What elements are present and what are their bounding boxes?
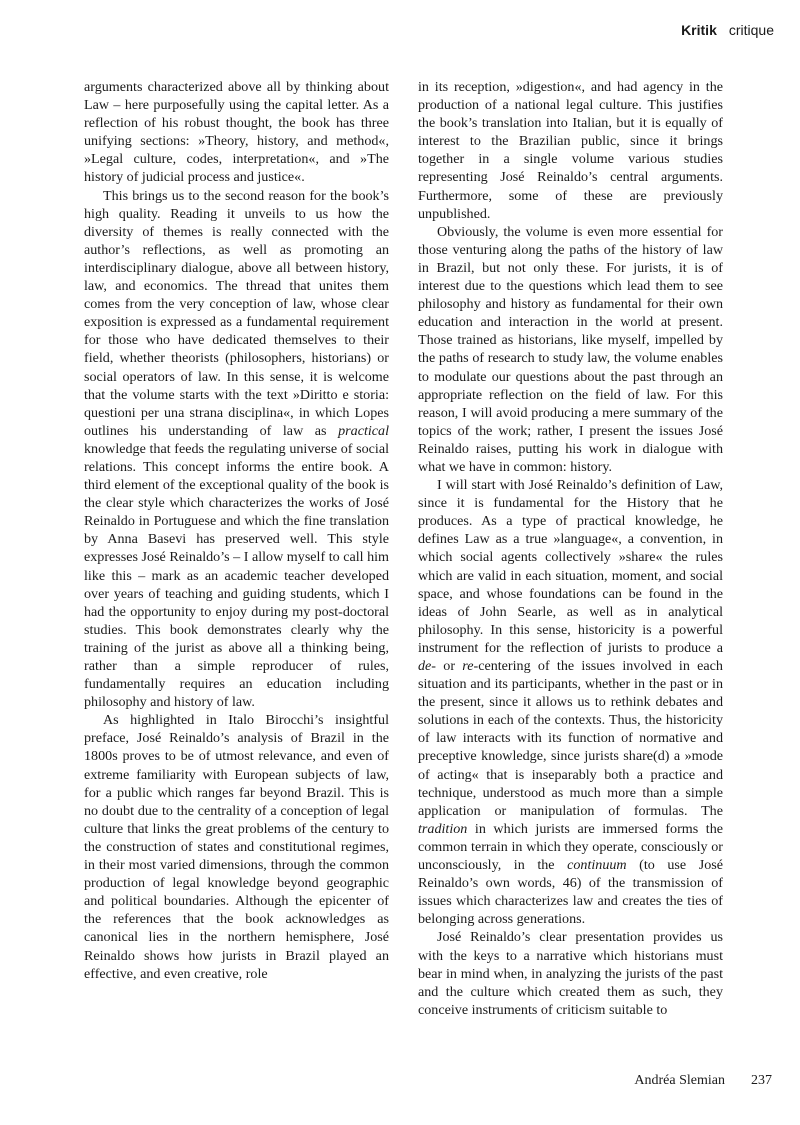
right-column — [418, 78, 723, 1019]
emphasis: tradition — [418, 820, 468, 837]
paragraph: in its reception, »digestion«, and had agency in the production of a national legal culture. This justifies the book’s translation into Italian, but it is equally of interest to the Brazilian public, since it brings together in a single volume various studies representing José Reinaldo’s central arguments. Furthermore, some of these are previously unpublished. — [418, 79, 723, 222]
author-name: Andréa Slemian — [634, 1073, 725, 1088]
left-column — [84, 78, 389, 983]
paragraph: As highlighted in Italo Birocchi’s insightful preface, José Reinaldo’s analysis of Brazil in the 1800s proves to be of utmost relevance, and even of extreme familiarity with European subjects of law, for a public which ranges far beyond Brazil. This is no doubt due to the centrality of a conception of legal culture that links the great problems of the century to the construction of states and constitutional regimes, in their most varied dimensions, through the common production of legal knowledge beyond geographic and political boundaries. Although the epicenter of the references that the book acknowledges as canonical lies in the northern hemisphere, José Reinaldo shows how jurists in Brazil played an effective, and even creative, role — [84, 712, 389, 982]
paragraph: José Reinaldo’s clear presentation provides us with the keys to a narrative which historians must bear in mind when, in analyzing the jurists of the past and the culture which created them as such, they conceive instruments of criticism suitable to — [418, 929, 723, 1018]
emphasis: practical — [338, 422, 389, 439]
paragraph: I will start with José Reinaldo’s definition of Law, since it is fundamental for the History that he produces. As a type of practical knowledge, he defines Law as a true »language«, a convention, in which social agents collectively »share« the rules which are valid in each situation, moment, and social space, and whose foundations can be found in the ideas of John Searle, as well as in analytical philosophy. In this sense, historicity is a powerful instrument for the reflection of jurists to produce a de- or re-centering of the issues involved in each situation and its participants, whether in the past or in the present, since it allows us to rethink debates and solutions in each of the contexts. Thus, the historicity of law interacts with its function of normative and preceptive knowledge, since jurists share(d) a »mode of acting« that is inseparably both a practice and technique, understood as much more than a simple application or manipulation of formulas. The tradition in which jurists are immersed forms the common terrain in which they operate, consciously or unconsciously, in the continuum (to use José Reinaldo’s own words, 46) of the transmission of issues which characterizes law and creates the ties of belonging across generations. — [418, 477, 723, 928]
journal-name: Kritik — [681, 22, 717, 38]
paragraph: This brings us to the second reason for the book’s high quality. Reading it unveils to us how the diversity of themes is really connected with the author’s reflections, as well as promoting an interdisciplinary dialogue, above all between history, law, and economics. The thread that unites them comes from the very conception of law, whose clear exposition is expressed as a fundamental requirement for those who have dedicated themselves to their field, whether theorists (philosophers, historians) or social operators of law. In this sense, it is welcome that the volume starts with the text »Diritto e storia: questioni per una strana disciplina«, in which Lopes outlines his understanding of law as practical knowledge that feeds the regulating universe of social relations. This concept informs the entire book. A third element of the exceptional quality of the book is the clear style which characterizes the works of José Reinaldo in Portuguese and which the fine translation by Anna Basevi has preserved well. This style expresses José Reinaldo’s – I allow myself to call him like this – mark as an academic teacher developed over years of teaching and guiding students, which I had the opportunity to enjoy during my post-doctoral studies. This book demonstrates clearly why the training of the jurist as above all a thinking being, rather than a simple reproducer of rules, fundamentally requires an education including philosophy and history of law. — [84, 187, 389, 711]
running-header — [681, 22, 774, 42]
paragraph: Obviously, the volume is even more essential for those venturing along the paths of the history of law in Brazil, but not only these. For jurists, it is of interest due to the questions which lead them to see philosophy and history as fundamental for their own education and interaction in the world at present. Those trained as historians, like myself, impelled by the paths of research to study law, the volume enables to modulate our questions about the past through an appropriate reflection on the field of law. For this reason, I will avoid producing a mere summary of the topics of the work; rather, I present the issues José Reinaldo raises, putting his work in dialogue with what we have in common: history. — [418, 223, 723, 475]
page-number: 237 — [751, 1073, 772, 1088]
emphasis: continuum — [567, 857, 627, 874]
section-name: critique — [728, 22, 774, 38]
paragraph: arguments characterized above all by thinking about Law – here purposefully using the capital letter. As a reflection of his robust thought, the book has three unifying sections: »Theory, history, and method«, »Legal culture, codes, interpretation«, and »The history of judicial process and justice«. — [84, 79, 389, 186]
page-footer — [634, 1073, 772, 1089]
emphasis: re- — [462, 658, 479, 674]
emphasis: de- — [418, 658, 436, 674]
